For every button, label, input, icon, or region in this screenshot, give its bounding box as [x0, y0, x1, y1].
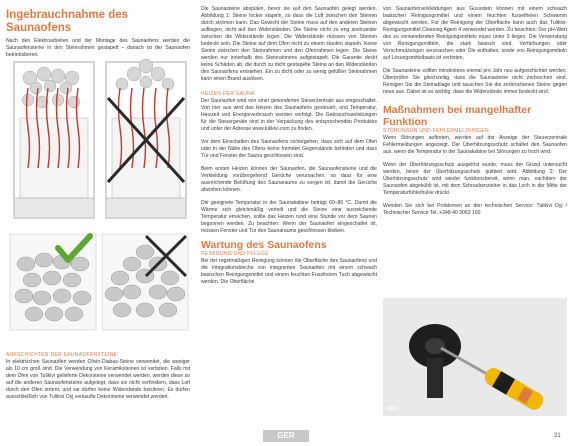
stove-figure-top-right	[106, 59, 186, 218]
heating-heading: HEIZEN DER SAUNA	[201, 91, 255, 97]
left-column-bottom	[6, 352, 190, 401]
stacking-heading: AUFSCHICHTEN DER SAUNAOFENSTEINE	[6, 352, 118, 358]
malfunction-title: Maßnahmen bei mangelhafter Funktion	[383, 104, 532, 128]
screwdriver-illustration	[383, 298, 567, 416]
page-number: 31	[554, 433, 561, 439]
cleaning-heading: REINIGUNG UND PFLEGE	[201, 251, 269, 257]
surface-cleaning-paragraph: von Saunaofenverkleidungen aus Gussstein können mit einem schwach basischen Reinigungsmittel und einem feuchten fusselfreien Schwamm abgewischt werden. Für die Reinigung der Oberfläche kann auch das Tulikivi-Reinigungsmittel Cleaning Agent 4 verwendet werden. Zu beachten: Der pH-Wert des zu verwendenden Reinigungsmittels muss unter 9 liegen. Die Verwendung von Reinigungsmitteln, die stark basisch sind, Verfärbungen oder Verschmutzungen verursachen oder Öle enthalten, sowie von Reinigungsmitteln auf Lösungsmittelbasis ist verboten.	[383, 6, 567, 61]
maintenance-title: Wartung des Saunaofens	[201, 239, 327, 251]
left-column	[6, 0, 190, 59]
first-heating-paragraph: Beim ersten Heizen können der Saunaofen, die Saunaofensteine und die Verkleidung vorübergehend Gerüche verursachen, so dass für eine ausreichende Belüftung des Saunaraums zu sorgen ist, damit die Gerüche abziehen können.	[201, 166, 377, 193]
language-badge: GER	[263, 430, 309, 442]
restack-stones-paragraph: Die Saunasteine sollten mindestens einmal pro Jahr neu aufgeschichtet werden. Überprüfen Sie gleichzeitig, dass die Saunasteine nicht zerbrochen sind. Reinigen Sie die Steinablage und tauschen Sie die zerbrochenen Steine gegen neue aus. Dabei ist es wichtig, dass die Widerstände immer bedeckt sind.	[383, 68, 567, 95]
stacking-paragraph: In elektrischen Saunaöfen werden Olivin-Diabas-Steine verwendet, die weniger als 10 cm groß sind. Die Verwendung von Keramiksteinen ist verboten. Falls mit dem Ofen von Tulikivi gelieferte Dekorsteine verwendet werden, werden diese so auf die anderen Saunaofensteine aufgelegt, dass sie nicht verhindern, dass Luft durch den Ofen strömt, und sie dürfen keine Widerstände berühren. Es dürfen ausschließlich von Tulikivi Oyj verkaufte Dekorsteine verwendet werden.	[6, 359, 190, 400]
cleaning-paragraph: Bei der regelmäßigen Reinigung können die Oberfläche des Saunaofens und die Integrationsbleche von integrierten Saunaöfen mit einem schwach basischen Reinigungsmittel und einem feuchten Fussfreiem Tuch abgewischt werden. Die Oberfläche	[201, 258, 377, 285]
errors-heading: STÖRUNGEN UND FEHLERMELDUNGEN	[383, 128, 489, 134]
stove-stacking-illustrations	[6, 56, 196, 346]
overheat-protection-paragraph: Wenn der Überhitzungsschutz ausgelöst wurde, muss der Grund untersucht werden, bevor der Überhitzungsschutz quittiert wird. Abbildung 2: Der Überhitzungsschutz wird wieder funktionsbereit, wenn man, nachdem der Saunaofen abgekühlt ist, mit dem Schraubenzieher in das Loch in der Mitte der Temperaturfühlerhülse drückt.	[383, 162, 567, 196]
section-title-commissioning: Ingebrauchnahme des Saunaofens	[6, 9, 129, 34]
before-switch-on-paragraph: Vor dem Einschalten des Saunaofens sichergehen, dass sich auf dem Ofen oder in der Nähe des Ofens keine fremden Gegenstände befinden und dass Tür und Fenster der Sauna geschlossen sind.	[201, 139, 377, 159]
stacking-instructions-paragraph: Die Saunasteine abspülen, bevor sie auf den Saunaofen gelegt werden. Abbildung 1: Steine locker stapeln, so dass die Luft zwischen den Steinen durch strömen kann. Das Gewicht der Steine muss auf den anderen Steinen aufliegen, nicht auf den Widerständen. Die Steine nicht zu eng aneinander zwischen die Widerstände legen. Die Widerstände müssen von Steinen bedeckt sein. Die Steine auf dem Ofen nicht zu einem Haufen stapeln. Keine Steine zwischen den Steinrahmen und den Ofenrahmen legen. Die Steine werden nur innerhalb des Steinrahmens aufgestapelt. Die Garantie deckt keine Schäden ab, die durch zu dicht gestapelte Steine an den Widerständen des Saunaofens entstehen. Ein zu dicht oder zu wenig gefüllter Steinrahmen kann einen Brand auslösen.	[201, 6, 377, 82]
stone-pile-figure-wrong	[102, 234, 188, 330]
heating-paragraph: Der Saunaofen wird von einer gesonderten Steuerzentrale aus eingeschaltet. Von hier aus wird das Heizen des Saunaofens gesteuert, und Temperatur, Heizzeit und Energieverbrauch werden verfolgt. Die Gebrauchsanleitungen für die Steuergeräte sind in der Verpackung des entsprechenden Produktes und unter der Adresse www.tulikivi.com zu finden.	[201, 98, 377, 132]
middle-column	[201, 6, 377, 286]
technical-service-paragraph: Wenden Sie sich bei Problemen an den technischen Service: Tulikivi Oyj / Technischer Service Tel. +348 40 3063 100	[383, 203, 567, 216]
figure-label: Abb.1	[387, 406, 401, 412]
overheat-reset-photo	[383, 298, 567, 416]
temperature-paragraph: Die geeignete Temperatur in der Saunakabine beträgt 60–80 °C. Damit die Wärme sich gleichmäßig verteilt und die Steine eine ausreichende Temperatur erreichen, sollte das Heizen rund eine Stunde vor dem Saunen begonnen werden. Zu beachten: Wenn der Saunaofen eingeschaltet ist, müssen Fenster und Tür des Saunaraums geschlossen bleiben.	[201, 200, 377, 234]
right-column	[383, 6, 567, 217]
error-messages-paragraph: Wenn Störungen auftreten, werden auf der Anzeige der Steuerzentrale Fehlermeldungen angezeigt. Der Überhitzungsschutz schaltet den Saunaofen aus, wenn die Temperatur in der Saunakabine bei Störungen zu hoch wird.	[383, 135, 567, 155]
stone-pile-figure-correct	[10, 234, 96, 330]
stove-figure-top-left	[14, 62, 94, 218]
intro-paragraph: Nach den Elektroarbeiten und der Montage des Saunaofens werden die Saunaofensteine in den Steinrahmen gestapelt – danach ist der Saunaofen betriebsbereit.	[6, 38, 190, 58]
